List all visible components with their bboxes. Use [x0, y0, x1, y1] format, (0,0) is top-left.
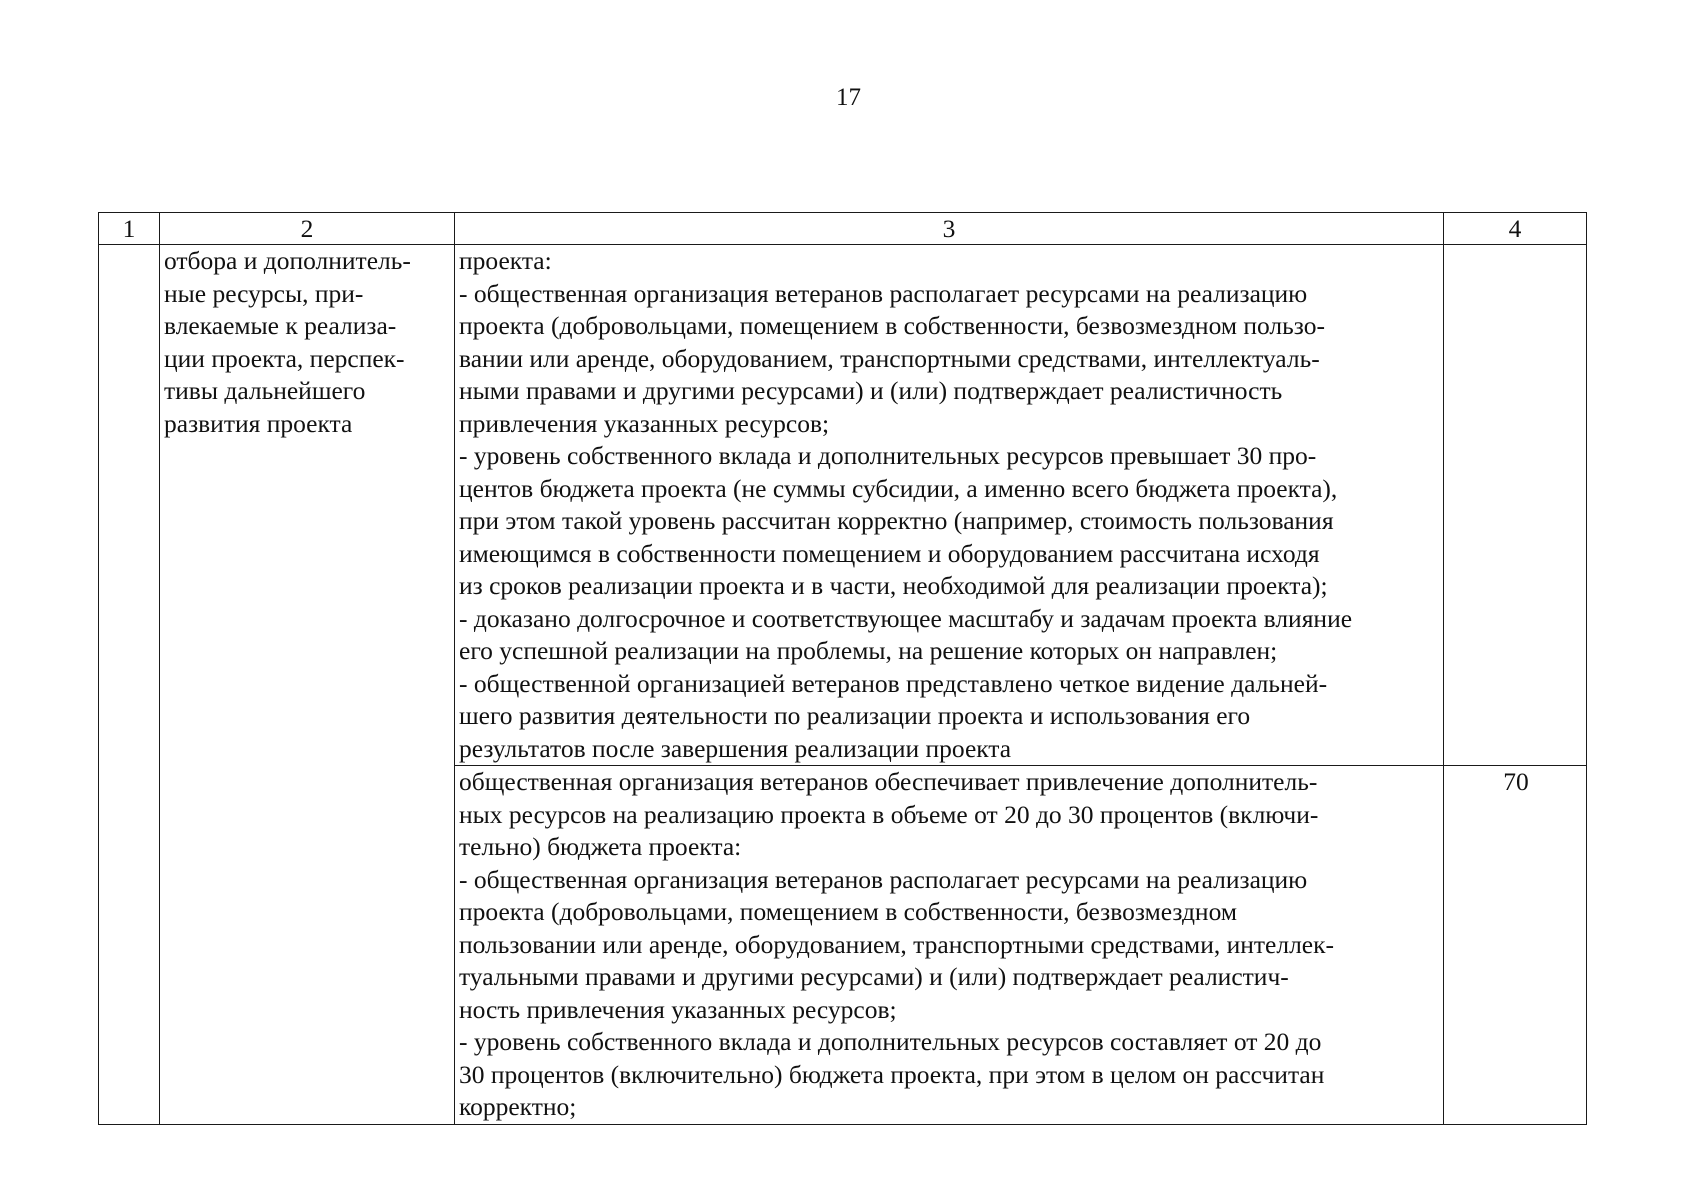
- text-line: - уровень собственного вклада и дополнительных ресурсов превышает 30 про-: [459, 441, 1317, 470]
- text-line: при этом такой уровень рассчитан корректно (например, стоимость пользования: [459, 506, 1334, 535]
- text-line: тивы дальнейшего: [164, 376, 366, 405]
- header-col-1: 1: [99, 213, 160, 245]
- table-header-row: [99, 213, 1587, 245]
- text-line: развития проекта: [164, 408, 353, 438]
- text-line: центов бюджета проекта (не суммы субсидии, а именно всего бюджета проекта),: [459, 473, 1338, 503]
- text-line: 30 процентов (включительно) бюджета проекта, при этом в целом он рассчитан: [459, 1059, 1325, 1089]
- text-line: отбора и дополнитель-: [164, 246, 411, 275]
- text-line: привлечения указанных ресурсов;: [459, 408, 830, 438]
- page-number: 17: [836, 84, 861, 111]
- header-col-2: 2: [160, 213, 455, 245]
- text-line: ными правами и другими ресурсами) и (или) подтверждает реалистичность: [459, 376, 1283, 405]
- score-cell: 70: [1444, 766, 1587, 1125]
- text-line: имеющимся в собственности помещением и оборудованием рассчитана исходя: [459, 538, 1320, 568]
- text-line: - общественной организацией ветеранов представлено четкое видение дальней-: [459, 668, 1328, 698]
- text-line: ных ресурсов на реализацию проекта в объеме от 20 до 30 процентов (включи-: [459, 799, 1319, 829]
- header-col-4: 4: [1444, 213, 1587, 245]
- header-col-3: 3: [455, 213, 1444, 245]
- criterion-description-cell: [455, 245, 1444, 766]
- table-row: [99, 245, 1587, 766]
- text-line: ции проекта, перспек-: [164, 343, 405, 373]
- text-line: вании или аренде, оборудованием, транспортными средствами, интеллектуаль-: [459, 343, 1320, 373]
- text-line: результатов после завершения реализации проекта: [459, 733, 1012, 763]
- text-line: ность привлечения указанных ресурсов;: [459, 994, 897, 1024]
- criterion-description-cell: [455, 766, 1444, 1125]
- text-line: шего развития деятельности по реализации проекта и использования его: [459, 701, 1251, 730]
- text-line: проекта (добровольцами, помещением в собственности, безвозмездном пользо-: [459, 311, 1325, 340]
- text-line: проекта:: [459, 246, 552, 275]
- text-line: туальными правами и другими ресурсами) и (или) подтверждает реалистич-: [459, 962, 1289, 991]
- text-line: тельно) бюджета проекта:: [459, 832, 742, 861]
- criterion-name-cell: [160, 245, 455, 1125]
- text-line: корректно;: [459, 1092, 577, 1121]
- text-line: ные ресурсы, при-: [164, 278, 364, 308]
- cell-col-1: [99, 245, 160, 1125]
- text-line: проекта (добровольцами, помещением в собственности, безвозмездном: [459, 897, 1237, 926]
- text-line: его успешной реализации на проблемы, на решение которых он направлен;: [459, 636, 1278, 665]
- text-line: - общественная организация ветеранов располагает ресурсами на реализацию: [459, 864, 1308, 894]
- text-line: - общественная организация ветеранов располагает ресурсами на реализацию: [459, 278, 1308, 308]
- score-cell: [1444, 245, 1587, 766]
- text-line: - доказано долгосрочное и соответствующее масштабу и задачам проекта влияние: [459, 603, 1353, 633]
- text-line: влекаемые к реализа-: [164, 311, 397, 340]
- text-line: общественная организация ветеранов обеспечивает привлечение дополнитель-: [459, 767, 1318, 796]
- text-line: - уровень собственного вклада и дополнительных ресурсов составляет от 20 до: [459, 1027, 1322, 1056]
- text-line: пользовании или аренде, оборудованием, транспортными средствами, интеллек-: [459, 929, 1334, 959]
- criteria-table: [98, 212, 1587, 1125]
- text-line: из сроков реализации проекта и в части, необходимой для реализации проекта);: [459, 571, 1328, 600]
